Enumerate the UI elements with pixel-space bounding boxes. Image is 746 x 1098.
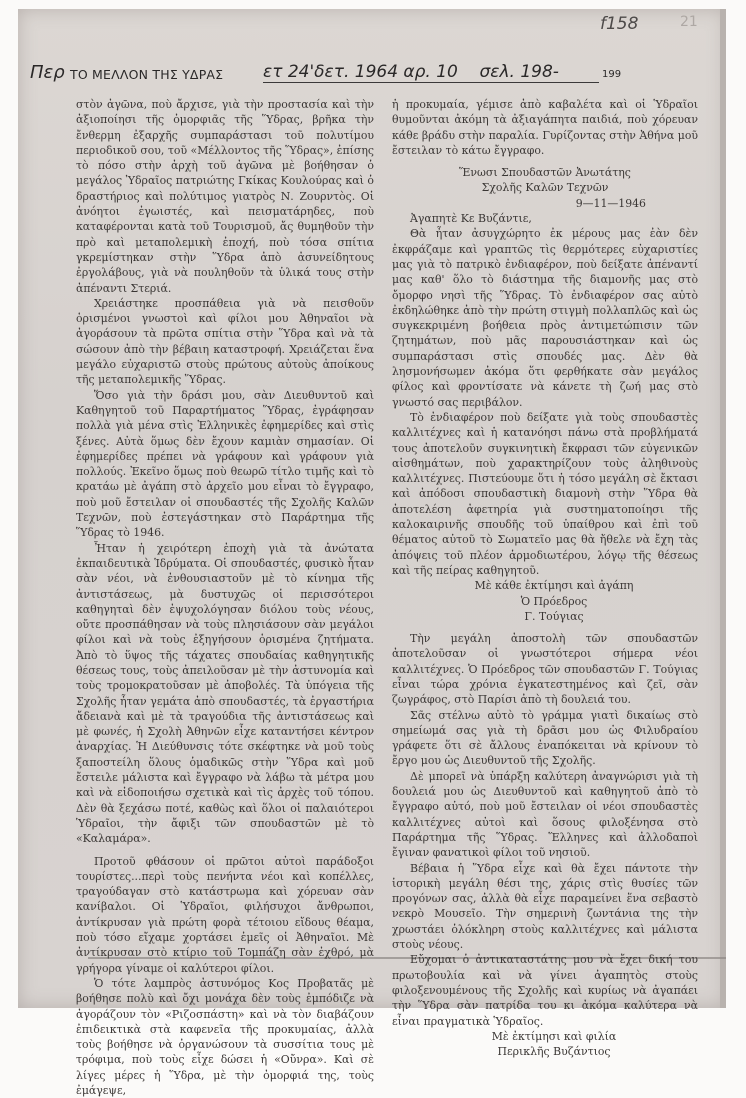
paragraph: Θὰ ἦταν ἀσυγχώρητο ἐκ μέρους μας ἐὰν δὲν ἐκφράζαμε καὶ γραπτῶς τὶς θερμότερες εὐχαριστίες μας γιὰ τὸ πατρικὸ ἐνδιαφέρον, ποὺ δείξατε ἀπέναντί μας καθ' ὅλο τὸ διάστημα τῆς διαμονῆς μας στὸ ὄμορφο νησὶ τῆς Ὕδρας. Τὸ ἐνδιαφέρον σας αὐτὸ ἐκδηλώθηκε ἀπὸ τὴν πρώτη στιγμὴ πολλαπλῶς καὶ ὡς συγκεκριμένη βοήθεια πρὸς ἀντιμετώπισιν τῶν ζητημάτων, ποὺ μᾶς παρουσιάστηκαν καὶ ὡς συμπαράστασι στὶς σπουδές μας. Δὲν θὰ λησμονήσωμεν ἀκόμα ὅτι φερθήκατε σὰν μεγάλος φίλος καὶ φροντίσατε νὰ κάνετε τὴ ζωή μας στὸ γνωστό σας περιβάλον. [392, 227, 698, 409]
handwritten-date [263, 62, 599, 83]
paragraph: Δὲ μπορεῖ νὰ ὑπάρξη καλύτερη ἀναγνώρισι γιὰ τὴ δουλειά μου ὡς Διευθυντοῦ καὶ καθηγητοῦ ἀπὸ τὸ ἔγγραφο αὐτό, ποὺ μοῦ ἔστειλαν οἱ νέοι σπουδαστὲς καλλιτέχνες αὐτοὶ καὶ ὅσους φιλοξένησα στὸ Παράρτημα τῆς Ὕδρας. Ἕλληνες καὶ ἀλλοδαποὶ ἔγιναν φανατικοὶ φίλοι τοῦ νησιοῦ. [392, 769, 698, 860]
paragraph: Ἦταν ἡ χειρότερη ἐποχὴ γιὰ τὰ ἀνώτατα ἐκπαιδευτικὰ Ἱδρύματα. Οἱ σπουδαστές, φυσικὸ ἦταν σὰν νέοι, νὰ ἐνθουσιαστοῦν μὲ τὸ κίνημα τῆς ἀντιστάσεως, μὰ δυστυχῶς οἱ περισσότεροι καθηγηταὶ δὲν ἐψυχολόγησαν διόλου τοὺς νέους, οὔτε προσπάθησαν νὰ τοὺς πλησιάσουν σὰν μεγάλοι φίλοι καὶ νὰ τοὺς ἐξηγήσουν ὁρισμένα ζητήματα. Ἀπὸ τὸ ὕψος τῆς τάχατες σπουδαίας καθηγητικῆς θέσεως τους, τοὺς ἀπειλοῦσαν μὲ τὴν ἀστυνομία καὶ τοὺς τρομοκρατοῦσαν μὲ ἀποβολές. Τὰ ὑπόγεια τῆς Σχολῆς ἦταν γεμάτα ἀπὸ σπουδαστές, τὰ ἐργαστήρια ἄδειανὰ καὶ μὲ τὰ τραγούδια τῆς ἀντιστάσεως καὶ μὲ φωνές, ἡ Σχολὴ Ἀθηνῶν εἶχε καταντήσει κέντρον ἀναρχίας. Ἡ Διεύθυνσις τότε σκέφτηκε νὰ μοῦ τοὺς ξαποστείλη ὅλους ὁμαδικῶς στὴν Ὕδρα καὶ μοῦ ἔστειλε μάλιστα καὶ ἔγγραφο νὰ λάβω τὰ μέτρα μου καὶ νὰ εἰδοποιήσω σχετικὰ καὶ τὶς ἀρχὲς τοῦ τόπου. Δὲν θὰ ξεχάσω ποτέ, καθὼς καὶ ὅλοι οἱ παλαιότεροι Ὑδραῖοι, τὴν ἄφιξι τῶν σπουδαστῶν μὲ τὸ «Καλαμάρα». [76, 541, 374, 846]
author-signature: Περικλῆς Βυζάντιος [497, 1045, 611, 1059]
handwritten-pages: σελ. 198- [479, 62, 559, 82]
paragraph: ἡ προκυμαία, γέμισε ἀπὸ καβαλέτα καὶ οἱ Ὑδραῖοι θυμοῦνται ἀκόμη τὰ ἀξιαγάπητα παιδιά, ποὺ χόρευαν κάθε βράδυ στὴν παραλία. Γυρίζοντας στὴν Ἀθήνα μοῦ ἔστειλαν τὸ κάτω ἔγγραφο. [392, 98, 698, 157]
page-number: 199 [602, 69, 622, 80]
letter-signer-name: Γ. Τούγιας [524, 609, 584, 623]
handwritten-page-mark: 21 [680, 14, 698, 30]
paragraph: Χρειάστηκε προσπάθεια γιὰ νὰ πεισθοῦν ὁρισμένοι γνωστοὶ καὶ φίλοι μου Ἀθηναῖοι νὰ ἀγοράσουν τὰ πρῶτα σπίτια στὴν Ὕδρα καὶ νὰ τὰ σώσουν ἀπὸ τὴν βέβαιη καταστροφή. Χρειάζεται ἕνα μεγάλο εὐχαριστῶ στοὺς πρώτους αὐτοὺς ἀποίκους τῆς μεταπολεμικῆς Ὕδρας. [76, 296, 374, 387]
page-header [30, 64, 630, 90]
paragraph: Εὔχομαι ὁ ἀντικαταστάτης μου νὰ ἔχει δική του πρωτοβουλία καὶ νὰ γίνει ἀγαπητὸς στοὺς φιλοξενουμένους τῆς Σχολῆς καὶ κυρίως νὰ ἀγαπάει τὴν Ὕδρα σὰν πατρίδα του κι ἀκόμα καλύτερα νὰ εἶναι πραγματικὰ Ὑδραῖος. [392, 953, 698, 1028]
handwritten-folio: f158 [600, 14, 639, 34]
letter-salutation: Ἀγαπητὲ Κε Βυζάντιε, [410, 212, 532, 226]
paragraph: στὸν ἀγῶνα, ποὺ ἄρχισε, γιὰ τὴν προστασία καὶ τὴν ἀξιοποίησι τῆς ὀμορφιᾶς τῆς Ὕδρας, βρῆκα τὴν ἔνθερμη ἐξαρχῆς συμπαράστασι τοῦ πολυτίμου περιοδικοῦ σου, τοῦ «Μέλλοντος τῆς Ὕδρας», ἐπίσης τὸ πόσο στὴν ἀρχὴ τοῦ ἀγῶνα μὲ βοήθησαν ὁ μεγάλος Ὑδραῖος πατριώτης Γκίκας Κουλούρας καὶ ὁ δραστήριος καὶ πολύτιμος γιατρὸς Ν. Ζουρντὸς. Οἱ ἀνόητοι ἐγωιστές, καὶ πεισματάρηδες, ποὺ καταφέρονται κατὰ τοῦ Τουρισμοῦ, ἄς θυμηθοῦν τὴν πρὸ καὶ μεταπολεμικὴ ἐποχή, ποὺ τόσα σπίτια γκρεμίστηκαν στὴν Ὕδρα ἀπὸ ἀσυνείδητους ἐργολάβους, γιὰ νὰ πουληθοῦν τὰ ὑλικά τους στὴν ἀπέναντι Στεριά. [76, 98, 374, 295]
paragraph: Ὁ τότε λαμπρὸς ἀστυνόμος Κος Προβατᾶς μὲ βοήθησε πολὺ καὶ ὄχι μονάχα δὲν τοὺς ἐμπόδιζε νὰ ἀγοράζουν τὸν «Ριζοσπάστη» καὶ νὰ τὸν διαβάζουν ἐπιδεικτικὰ στὰ καφενεῖα τῆς προκυμαίας, ἀλλὰ τοὺς βοήθησε νὰ ὀργανώσουν τὰ συσσίτια τους μὲ τρόφιμα, ποὺ τοὺς εἶχε δώσει ἡ «Οὔνρα». Καὶ σὲ λίγες μέρες ἡ Ὕδρα, μὲ τὴν ὀμορφιά της, τοὺς ἐμάγεψε, [76, 976, 374, 1097]
paragraph: Τὸ ἐνδιαφέρον ποὺ δείξατε γιὰ τοὺς σπουδαστὲς καλλιτέχνες καὶ ἡ κατανόησι πάνω στὰ προβλήματά τους ἀποτελοῦν συγκινητικὴ ἔκφρασι τῶν εὐγενικῶν αἰσθημάτων, ποὺ χαρακτηρίζουν τοὺς ἀληθινοὺς καλλιτέχνες. Πιστεύουμε ὅτι ἡ τόσο μεγάλη σὲ ἔκτασι καὶ ἀπόδοσι σπουδαστικὴ διαμονὴ στὴν Ὕδρα θὰ ἀποτελέση ἀφετηρία γιὰ συστηματοποίησι τῆς καλοκαιρινῆς σπουδῆς τοῦ ὑπαίθρου καὶ ἐπὶ τοῦ θέματος αὐτοῦ τὸ Σωματεῖο μας θὰ ἤθελε νὰ ἔχη τὰς ἀπόψεις τοῦ πλέον ἁρμοδιωτέρου, λόγῳ τῆς θέσεως καὶ τῆς πείρας καθηγητοῦ. [392, 410, 698, 577]
letter-signer-role: Ὁ Πρόεδρος [520, 594, 588, 608]
page-edge-shadow [720, 9, 726, 1008]
letter-closing: Μὲ κάθε ἐκτίμησι καὶ ἀγάπη [474, 579, 634, 593]
handwritten-date-text: ετ 24'δετ. 1964 αρ. 10 [263, 62, 458, 82]
paragraph: Ὅσο γιὰ τὴν δράσι μου, σὰν Διευθυντοῦ καὶ Καθηγητοῦ τοῦ Παραρτήματος Ὕδρας, ἐγράφησαν πολλὰ γιὰ μένα στὶς Ἑλληνικὲς ἐφημερίδες καὶ στὶς ξένες. Αὐτὰ ὅμως δὲν ἔχουν καμιὰν σημασίαν. Οἱ ἐφημερίδες πρέπει νὰ γράφουν καὶ γράφουν γιὰ πολλούς. Ἐκεῖνο ὅμως ποὺ θεωρῶ τίτλο τιμῆς καὶ τὸ κρατάω μὲ ἀγάπη στὸ ἀρχεῖο μου εἶναι τὸ ἔγγραφο, ποὺ μοῦ ἔστειλαν οἱ σπουδαστές τῆς Σχολῆς Καλῶν Τεχνῶν, ποὺ ἐστεγάστηκαν στὸ Παράρτημα τῆς Ὕδρας τὸ 1946. [76, 388, 374, 540]
spacer [392, 158, 698, 165]
right-column [392, 97, 698, 1059]
left-column [76, 97, 374, 1098]
letter-heading-line1: Ἕνωσι Σπουδαστῶν Ἀνωτάτης [459, 166, 631, 180]
paragraph: Προτοῦ φθάσουν οἱ πρῶτοι αὐτοὶ παράδοξοι τουρίστες...περὶ τοὺς πενήντα νέοι καὶ κοπέλλες, τραγούδαγαν στὸ κατάστρωμα καὶ χόρευαν σὰν κανίβαλοι. Οἱ Ὑδραῖοι, φιλήσυχοι ἄνθρωποι, ἀντίκρυσαν γιὰ πρώτη φορὰ τέτοιου εἴδους θέαμα, ποὺ τόσο εἴχαμε χορτάσει ἐμεῖς οἱ Ἀθηναῖοι. Μὲ ἀντίκρυσαν στὸ κτίριο τοῦ Τομπάζη σὰν ἐχθρό, μὰ γρήγορα γίναμε οἱ καλύτεροι φίλοι. [76, 854, 374, 975]
paragraph: Βέβαια ἡ Ὕδρα εἶχε καὶ θὰ ἔχει πάντοτε τὴν ἱστορικὴ μεγάλη θέσι της, χάρις στὶς θυσίες τῶν προγόνων σας, ἀλλὰ θὰ εἶχε παραμείνει ἕνα σεβαστὸ νεκρὸ Μουσεῖο. Τὴν σημερινὴ ζωντάνια της τὴν χρωστάει ὁλόκληρη στοὺς καλλιτέχνες καὶ μάλιστα στοὺς νέους. [392, 861, 698, 952]
final-closing: Μὲ ἐκτίμησι καὶ φιλία [491, 1029, 617, 1043]
letter-date: 9—11—1946 [575, 196, 646, 210]
publication-title: ΤΟ ΜΕΛΛΟΝ ΤΗΣ ΥΔΡΑΣ [70, 67, 224, 82]
paragraph: Τὴν μεγάλη ἀποστολὴ τῶν σπουδαστῶν ἀποτελοῦσαν οἱ γνωστότεροι σήμερα νέοι καλλιτέχνες. Ὁ Πρόεδρος τῶν σπουδαστῶν Γ. Τούγιας εἶναι τώρα χρόνια ἐγκατεστημένος καὶ ζεῖ, σὰν ζωγράφος, στὸ Παρίσι ἀπὸ τὴ δουλειά του. [392, 632, 698, 707]
handwritten-prefix: Περ [30, 62, 65, 83]
spacer [392, 624, 698, 631]
spacer [76, 847, 374, 854]
letter-heading-line2: Σχολῆς Καλῶν Τεχνῶν [481, 181, 609, 195]
paragraph: Σᾶς στέλνω αὐτὸ τὸ γράμμα γιατὶ δικαίως στὸ σημείωμά σας γιὰ τὴ δρᾶσι μου ὡς Φιλυδραίου γράφετε ὅτι σὲ ἄλλους ἐναπόκειται νὰ κρίνουν τὸ ἔργο μου ὡς Διευθυντοῦ τῆς Σχολῆς. [392, 708, 698, 768]
